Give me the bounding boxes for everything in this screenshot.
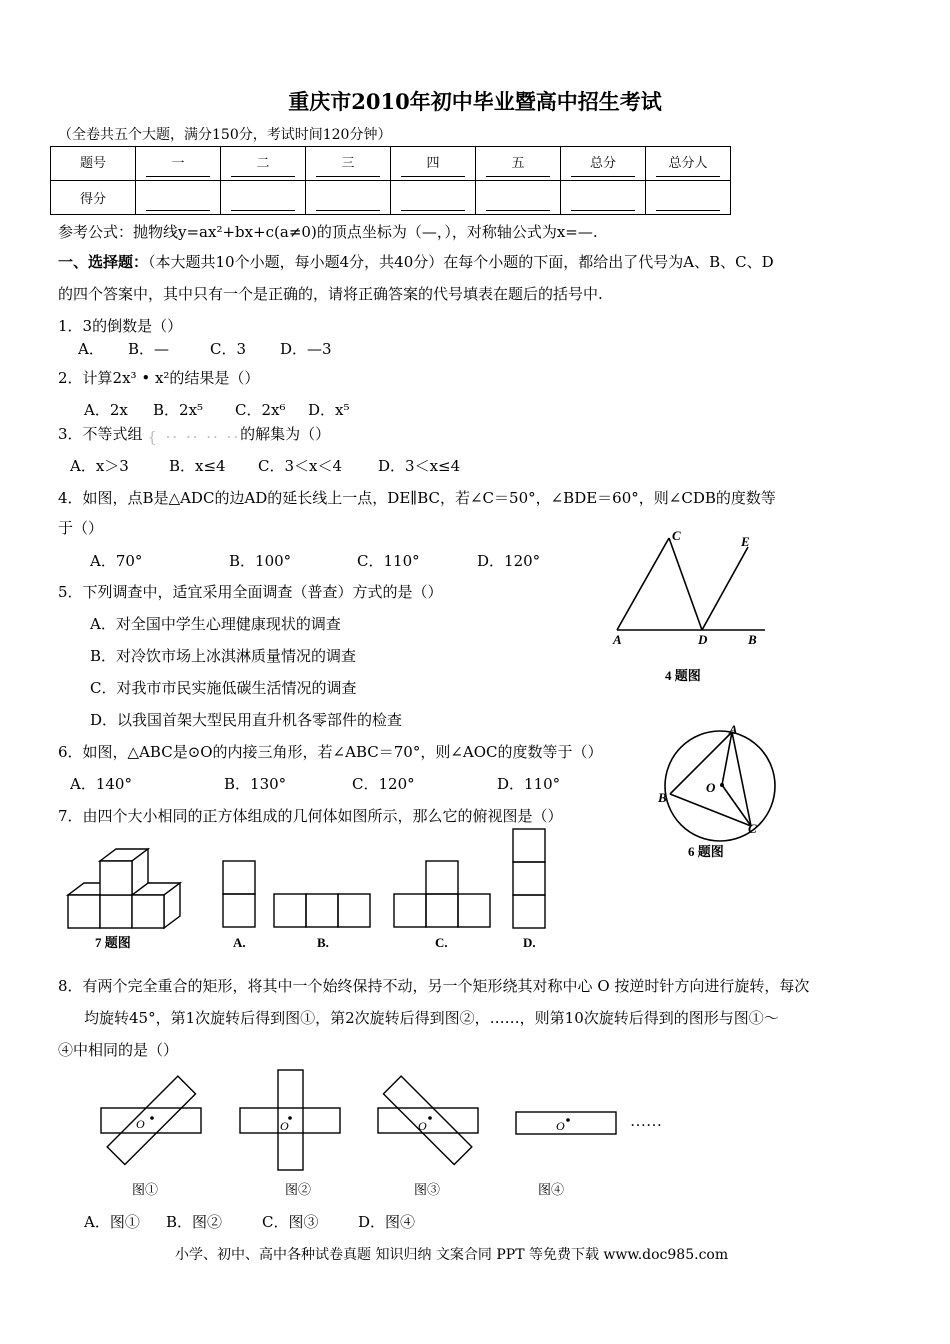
q3-stem: 3．不等式组 { ·· ·· ·· ·· 的解集为（）: [58, 425, 331, 446]
q1-stem: 1．3的倒数是（）: [58, 317, 183, 335]
q7-option-a-figure: [223, 861, 255, 927]
q8-option-a: A．图①: [84, 1213, 140, 1231]
svg-text:O: O: [280, 1119, 289, 1133]
q3-option-b: B．x≤4: [169, 457, 226, 475]
section1-line1: 一、选择题：（本大题共10个小题，每小题4分，共40分）在每个小题的下面，都给出了代号为A、B、C、D: [58, 253, 774, 271]
q7-stem: 7．由四个大小相同的正方体组成的几何体如图所示，那么它的俯视图是（）: [58, 807, 563, 825]
score-row-label: 得分: [51, 181, 136, 215]
q8-stem: 8．有两个完全重合的矩形，将其中一个始终保持不动，另一个矩形绕其对称中心 O 按逆时针方向进行旋转，每次: [58, 977, 810, 995]
page-title: 重庆市2010年初中毕业暨高中招生考试: [288, 89, 662, 114]
q8-figure-1: [101, 1076, 201, 1164]
q8-stem-cont: 均旋转45°，第1次旋转后得到图①，第2次旋转后得到图②，……，则第10次旋转后得到的图形与图①～: [84, 1009, 779, 1027]
q1-option-b: B．—: [128, 340, 170, 358]
score-header-row: [51, 147, 731, 181]
q6-stem: 6．如图，△ABC是⊙O的内接三角形，若∠ABC＝70°，则∠AOC的度数等于（）: [58, 743, 603, 761]
ellipsis: ……: [630, 1113, 662, 1130]
q1-option-a: A．: [78, 340, 104, 358]
q2-stem: 2．计算2x³ • x²的结果是（）: [58, 369, 260, 387]
svg-text:O: O: [418, 1119, 427, 1133]
label-c: C: [748, 821, 757, 836]
segment-ac: [617, 538, 669, 630]
q7-option-c: C.: [435, 935, 448, 950]
q8-caption-2: 图②: [285, 1182, 312, 1197]
score-header-cell: 题号: [51, 147, 136, 181]
q1-option-d: D．—3: [280, 340, 332, 358]
q7-solid: [68, 849, 180, 928]
q8-caption-3: 图③: [414, 1182, 441, 1197]
q4-option-c: C．110°: [357, 552, 420, 570]
q7-option-b-figure: [274, 894, 370, 927]
q2-option-a: A．2x: [84, 401, 128, 419]
q8-figure-3: [378, 1076, 478, 1164]
svg-text:O: O: [136, 1117, 145, 1131]
q8-stem-cont2: ④中相同的是（）: [58, 1041, 179, 1059]
label-a: A: [729, 722, 738, 737]
score-header-cell: 总分: [561, 147, 646, 181]
q8-caption-1: 图①: [132, 1182, 159, 1197]
label-c: C: [672, 528, 681, 543]
q3-option-d: D．3＜x≤4: [378, 457, 461, 475]
q8-option-d: D．图④: [358, 1213, 416, 1231]
label-a: A: [613, 632, 622, 647]
score-header-cell: 总分人: [646, 147, 731, 181]
segment-cd: [669, 538, 702, 630]
ray-de: [702, 547, 748, 630]
q5-option-b: B．对冷饮市场上冰淇淋质量情况的调查: [90, 647, 357, 665]
score-input-cell[interactable]: [306, 181, 391, 215]
q4-caption: 4 题图: [665, 668, 701, 683]
score-header-cell: 二: [221, 147, 306, 181]
q7-option-d-figure: [513, 829, 545, 928]
score-header-cell: 五: [476, 147, 561, 181]
q2-option-c: C．2x⁶: [235, 401, 286, 419]
score-input-cell[interactable]: [561, 181, 646, 215]
q8-figure-4: [516, 1112, 616, 1134]
q7-figures: [60, 825, 560, 960]
q7-option-c-figure: [394, 861, 490, 927]
label-b: B: [658, 790, 667, 805]
q3-option-c: C．3＜x＜4: [258, 457, 343, 475]
score-header-cell: 三: [306, 147, 391, 181]
q8-figures: [90, 1060, 690, 1205]
circle-o: [665, 731, 775, 841]
label-e: E: [741, 534, 750, 549]
q6-figure: [650, 718, 790, 868]
score-input-cell[interactable]: [136, 181, 221, 215]
q8-caption-4: 图④: [538, 1182, 565, 1197]
q5-option-d: D．以我国首架大型民用直升机各零部件的检查: [90, 711, 403, 729]
footer-link[interactable]: 小学、初中、高中各种试卷真题 知识归纳 文案合同 PPT 等免费下载 www.doc985.com: [175, 1247, 729, 1263]
q1-option-c: C．3: [210, 340, 247, 358]
exam-note: （全卷共五个大题，满分150分，考试时间120分钟）: [58, 127, 392, 143]
q8-option-b: B．图②: [166, 1213, 223, 1231]
label-b: B: [748, 632, 757, 647]
q4-option-d: D．120°: [477, 552, 541, 570]
score-input-cell[interactable]: [391, 181, 476, 215]
q8-figure-2: [240, 1070, 340, 1170]
q5-option-c: C．对我市市民实施低碳生活情况的调查: [90, 679, 357, 697]
q6-option-d: D．110°: [497, 775, 561, 793]
q5-stem: 5．下列调查中，适宜采用全面调查（普查）方式的是（）: [58, 583, 443, 601]
q8-option-c: C．图③: [262, 1213, 319, 1231]
score-input-cell[interactable]: [646, 181, 731, 215]
section1-line2: 的四个答案中，其中只有一个是正确的，请将正确答案的代号填表在题后的括号中.: [58, 285, 603, 303]
q7-caption: 7 题图: [95, 935, 131, 950]
reference-formula: 参考公式：抛物线y=ax²+bx+c(a≠0)的顶点坐标为（—，），对称轴公式为x=—.: [58, 223, 598, 241]
q2-option-d: D．x⁵: [308, 401, 350, 419]
q7-option-b: B.: [317, 935, 329, 950]
q7-option-a: A.: [233, 935, 246, 950]
q6-option-c: C．120°: [352, 775, 415, 793]
q2-option-b: B．2x⁵: [153, 401, 204, 419]
q7-option-d: D.: [523, 935, 536, 950]
inequality-system-figure: { ·· ·· ·· ··: [147, 428, 241, 446]
score-input-cell[interactable]: [476, 181, 561, 215]
score-input-cell[interactable]: [221, 181, 306, 215]
score-value-row: [51, 181, 731, 215]
score-header-cell: 四: [391, 147, 476, 181]
q4-stem-cont: 于（）: [58, 519, 104, 537]
q4-option-b: B．100°: [229, 552, 292, 570]
q3-option-a: A．x＞3: [70, 457, 129, 475]
q4-stem: 4．如图，点B是△ADC的边AD的延长线上一点，DE∥BC，若∠C＝50°，∠BDE＝60°，则∠CDB的度数等: [58, 489, 776, 507]
q6-option-b: B．130°: [224, 775, 287, 793]
svg-text:O: O: [556, 1119, 565, 1133]
label-o: O: [706, 780, 716, 795]
score-table: [50, 146, 731, 215]
label-d: D: [698, 632, 708, 647]
q5-option-a: A．对全国中学生心理健康现状的调查: [90, 615, 341, 633]
q6-caption: 6 题图: [688, 844, 724, 859]
q4-figure: [605, 525, 775, 690]
q4-option-a: A．70°: [90, 552, 143, 570]
q6-option-a: A．140°: [70, 775, 132, 793]
score-header-cell: 一: [136, 147, 221, 181]
